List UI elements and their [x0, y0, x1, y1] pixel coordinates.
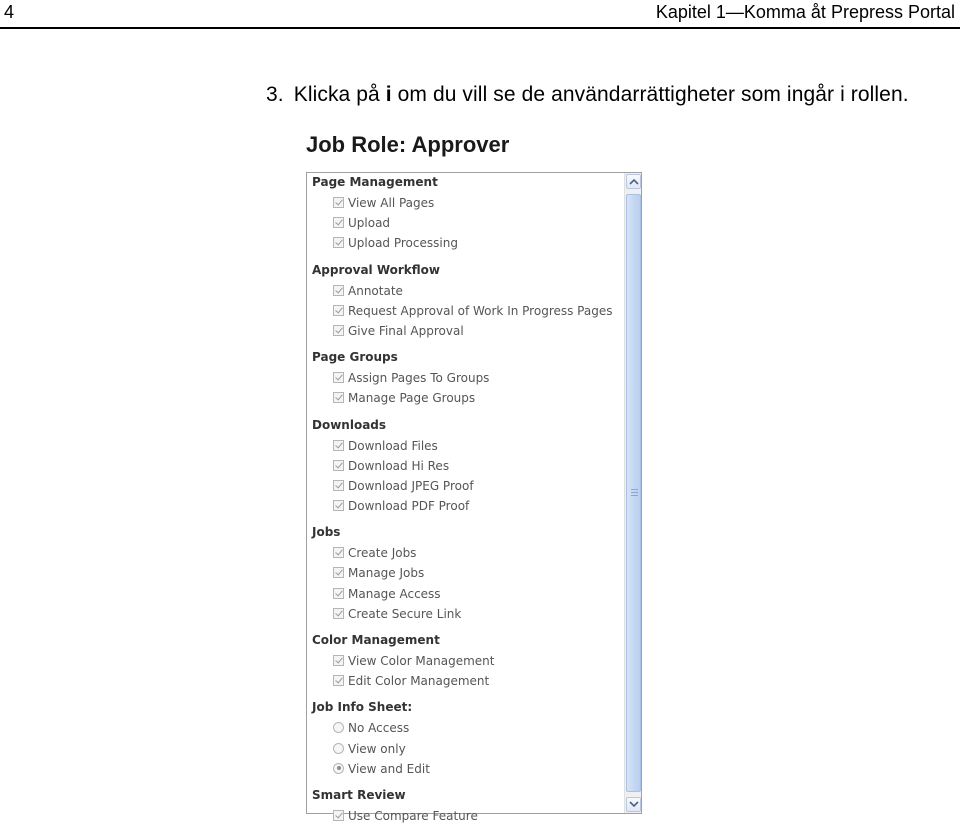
permission-checkbox-row	[307, 652, 625, 672]
permission-label: Manage Page Groups	[348, 391, 476, 406]
checkbox[interactable]	[333, 588, 344, 599]
scroll-down-button[interactable]	[626, 797, 641, 812]
step-number: 3.	[266, 83, 284, 106]
permissions-list	[307, 173, 625, 827]
permission-checkbox-row	[307, 544, 625, 564]
section-title: Page Management	[312, 175, 438, 189]
checkbox[interactable]	[333, 285, 344, 296]
permission-checkbox-row	[307, 457, 625, 477]
permission-label: Create Jobs	[348, 546, 417, 561]
permission-checkbox-row	[307, 605, 625, 625]
permission-radio-row	[307, 719, 625, 739]
permission-section	[307, 416, 625, 518]
step-instruction	[266, 82, 909, 108]
section-title: Downloads	[312, 417, 387, 432]
permission-checkbox-row	[307, 234, 625, 254]
checkbox[interactable]	[333, 480, 344, 491]
permission-label: Use Compare Feature	[348, 808, 478, 823]
permission-label: Upload Processing	[348, 236, 458, 251]
permission-label: View All Pages	[348, 196, 435, 210]
permission-label: Assign Pages To Groups	[348, 371, 490, 386]
checkbox[interactable]	[333, 810, 344, 821]
checkbox[interactable]	[333, 675, 344, 686]
permission-section	[307, 348, 625, 409]
permission-label: Edit Color Management	[348, 674, 490, 689]
permission-label: View Color Management	[348, 654, 495, 668]
permission-checkbox-row	[307, 194, 625, 214]
step-text-before: Klicka på	[293, 83, 386, 106]
scrollbar[interactable]	[624, 173, 641, 813]
checkbox[interactable]	[333, 500, 344, 511]
section-title: Jobs	[312, 525, 341, 540]
permission-section	[307, 173, 625, 255]
permission-label: Download PDF Proof	[348, 499, 470, 514]
permission-label: Download JPEG Proof	[348, 478, 474, 493]
checkbox[interactable]	[333, 305, 344, 316]
checkbox[interactable]	[333, 237, 344, 248]
permission-label: Give Final Approval	[348, 323, 464, 338]
checkbox[interactable]	[333, 197, 344, 208]
info-icon-letter: i	[385, 83, 392, 106]
scroll-thumb[interactable]	[626, 194, 641, 792]
permission-section	[307, 261, 625, 343]
permission-checkbox-row	[307, 214, 625, 234]
permission-section	[307, 631, 625, 692]
section-title: Job Info Sheet:	[312, 700, 413, 715]
checkbox[interactable]	[333, 372, 344, 383]
chevron-up-icon	[629, 178, 639, 185]
permission-section	[307, 523, 625, 625]
permission-checkbox-row	[307, 477, 625, 497]
permission-section	[307, 786, 625, 827]
checkbox[interactable]	[333, 460, 344, 471]
permission-checkbox-row	[307, 282, 625, 302]
permission-label: Manage Jobs	[348, 566, 425, 581]
checkbox[interactable]	[333, 392, 344, 403]
permission-checkbox-row	[307, 497, 625, 517]
permission-label: Download Hi Res	[348, 458, 450, 473]
checkbox[interactable]	[333, 547, 344, 558]
permission-label: Upload	[348, 216, 391, 231]
permission-label: Manage Access	[348, 586, 441, 601]
radio-button[interactable]	[333, 722, 344, 733]
page-number: 4	[4, 2, 15, 22]
permission-label: Download Files	[348, 438, 438, 453]
checkbox[interactable]	[333, 325, 344, 336]
permission-label: No Access	[348, 721, 410, 736]
permission-label: Create Secure Link	[348, 606, 462, 621]
permission-radio-row	[307, 740, 625, 760]
radio-button[interactable]	[333, 763, 344, 774]
permission-checkbox-row	[307, 322, 625, 342]
scroll-up-button[interactable]	[626, 174, 641, 189]
permission-radio-row	[307, 760, 625, 780]
permission-section	[307, 698, 625, 780]
checkbox[interactable]	[333, 567, 344, 578]
permission-checkbox-row	[307, 389, 625, 409]
permissions-panel	[306, 172, 642, 823]
running-title: Kapitel 1—Komma åt Prepress Portal	[655, 2, 955, 22]
checkbox[interactable]	[333, 440, 344, 451]
permission-label: Request Approval of Work In Progress Pages	[348, 303, 613, 318]
role-title: Job Role: Approver	[306, 132, 510, 157]
permission-checkbox-row	[307, 564, 625, 584]
permission-label: View only	[348, 741, 406, 756]
grip-icon	[631, 489, 638, 498]
checkbox[interactable]	[333, 217, 344, 228]
permission-label: View and Edit	[348, 761, 430, 776]
permission-checkbox-row	[307, 672, 625, 692]
permission-checkbox-row	[307, 437, 625, 457]
step-text-after: om du vill se de användarrättigheter som ingår i rollen.	[391, 83, 909, 106]
checkbox[interactable]	[333, 608, 344, 619]
permission-checkbox-row	[307, 585, 625, 605]
section-title: Approval Workflow	[312, 262, 441, 277]
checkbox[interactable]	[333, 655, 344, 666]
page-header	[0, 0, 960, 29]
section-title: Page Groups	[312, 350, 398, 365]
radio-button[interactable]	[333, 743, 344, 754]
permission-label: Annotate	[348, 283, 403, 298]
permission-checkbox-row	[307, 302, 625, 322]
section-title: Color Management	[312, 633, 440, 647]
permission-checkbox-row	[307, 807, 625, 827]
chevron-down-icon	[629, 801, 639, 808]
permission-checkbox-row	[307, 369, 625, 389]
section-title: Smart Review	[312, 787, 406, 802]
